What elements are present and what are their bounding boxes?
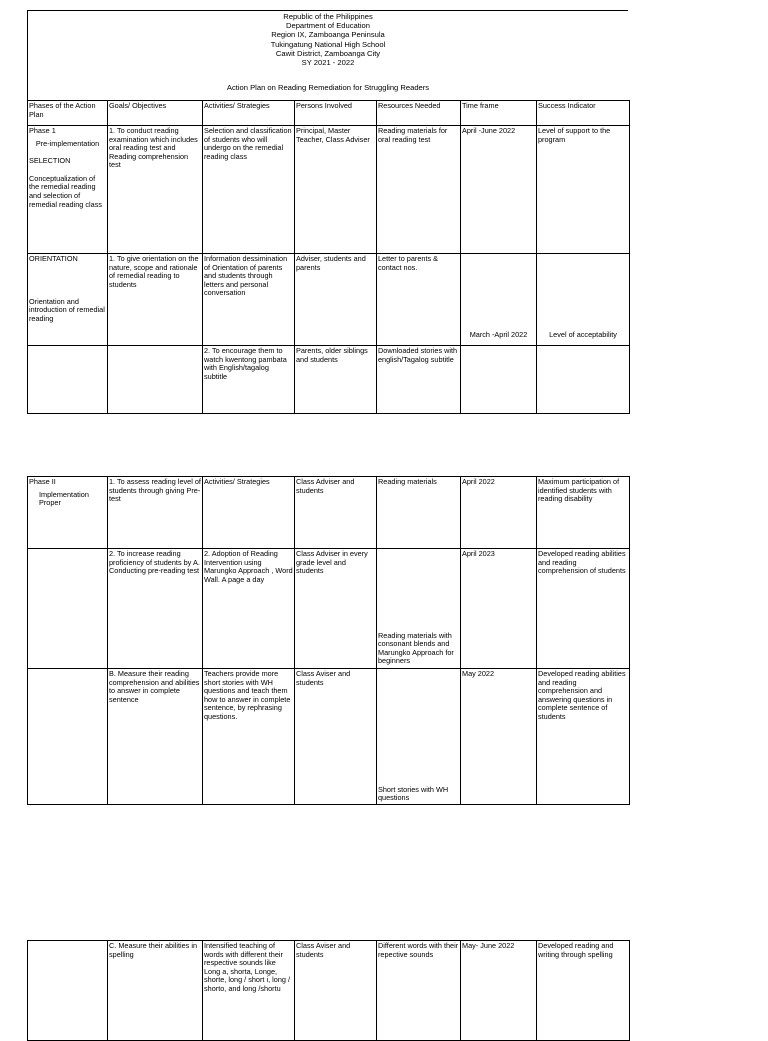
indicator-cell: Developed reading abilities and reading comprehension and answering questions in complete sentence of students xyxy=(537,669,630,805)
activity-cell: 2. Adoption of Reading Intervention using Marungko Approach , Word Wall. A page a day xyxy=(203,549,295,669)
indicator-cell: Developed reading abilities and reading comprehension of students xyxy=(537,549,630,669)
phase-cell xyxy=(28,126,108,254)
persons-cell: Class Adviser in every grade level and students xyxy=(295,549,377,669)
timeframe-cell: April -June 2022 xyxy=(461,126,537,254)
goal-cell: B. Measure their reading comprehension and abilities to answer in complete sentence xyxy=(108,669,203,805)
indicator-text: Level of acceptability xyxy=(549,330,617,340)
persons-cell: Class Adviser and students xyxy=(295,477,377,549)
phase-desc: Orientation and introduction of remedial reading xyxy=(29,296,105,323)
phase-cell xyxy=(28,669,108,805)
header-line-republic: Republic of the Philippines xyxy=(283,12,373,21)
indicator-cell xyxy=(537,346,630,414)
table-row xyxy=(28,669,630,805)
column-header: Activities/ Strategies xyxy=(203,101,295,126)
phase-label: SELECTION xyxy=(29,156,71,166)
timeframe-cell xyxy=(461,254,537,346)
column-header: Persons Involved xyxy=(295,101,377,126)
header-line-department: Department of Education xyxy=(285,21,370,31)
goal-cell: 1. To give orientation on the nature, scope and rationale of remedial reading to students xyxy=(108,254,203,346)
header-line-district: Cawit District, Zamboanga City xyxy=(275,48,381,58)
phase-sub: Implementation Proper xyxy=(39,489,89,508)
activity-cell: Selection and classification of students who will undergo on the remedial reading class xyxy=(203,126,295,254)
resources-cell: Reading materials for oral reading test xyxy=(377,126,461,254)
column-header: Resources Needed xyxy=(377,101,461,126)
action-plan-table-phase1 xyxy=(27,100,630,414)
goal-cell: 1. To conduct reading examination which includes oral reading test and Reading comprehension test xyxy=(108,126,203,254)
timeframe-text: March -April 2022 xyxy=(469,330,528,340)
resources-cell: Different words with their repective sounds xyxy=(377,941,461,1041)
column-header: Success Indicator xyxy=(537,101,630,126)
column-header: Phases of the Action Plan xyxy=(28,101,108,126)
resources-cell xyxy=(377,549,461,669)
document-header xyxy=(27,10,628,100)
phase-cell xyxy=(28,254,108,346)
activity-cell: Teachers provide more short stories with WH questions and teach them how to answer in complete sentence, by rephrasing questions. xyxy=(203,669,295,805)
indicator-cell: Level of support to the program xyxy=(537,126,630,254)
header-lines xyxy=(28,12,628,67)
timeframe-cell: April 2022 xyxy=(461,477,537,549)
table-row xyxy=(28,941,630,1041)
phase-title: Phase 1 xyxy=(29,126,56,135)
resources-cell: Downloaded stories with english/Tagalog subtitle xyxy=(377,346,461,414)
phase-label: ORIENTATION xyxy=(29,254,78,263)
indicator-cell: Maximum participation of identified students with reading disability xyxy=(537,477,630,549)
goal-cell xyxy=(108,346,203,414)
persons-cell: Class Aviser and students xyxy=(295,669,377,805)
activity-cell: Information dessimination of Orientation of parents and students through letters and personal conversation xyxy=(203,254,295,346)
table-row xyxy=(28,254,630,346)
plan-title: Action Plan on Reading Remediation for Struggling Readers xyxy=(226,83,430,92)
persons-cell: Parents, older siblings and students xyxy=(295,346,377,414)
persons-cell: Adviser, students and parents xyxy=(295,254,377,346)
persons-cell: Class Aviser and students xyxy=(295,941,377,1041)
phase-cell xyxy=(28,941,108,1041)
phase-sub: Pre-implementation xyxy=(35,138,100,148)
table-row xyxy=(28,549,630,669)
resources-cell xyxy=(377,669,461,805)
indicator-cell xyxy=(537,254,630,346)
header-line-school-year: SY 2021 - 2022 xyxy=(301,58,355,68)
activity-cell: Intensified teaching of words with different their respective sounds like Long a, shorta, Longe, shorte, long / short i, long / shorto, and long /shortu xyxy=(203,941,295,1041)
goal-cell: 1. To assess reading level of students through giving Pre-test xyxy=(108,477,203,549)
phase-title: Phase II xyxy=(29,477,56,486)
column-header: Time frame xyxy=(461,101,537,126)
goal-cell: C. Measure their abilities in spelling xyxy=(108,941,203,1041)
activity-cell: Activities/ Strategies xyxy=(203,477,295,549)
table-row xyxy=(28,477,630,549)
phase-desc: Conceptualization of the remedial reading and selection of remedial reading class xyxy=(29,173,103,209)
phase-cell xyxy=(28,477,108,549)
timeframe-cell xyxy=(461,346,537,414)
resources-cell: Letter to parents & contact nos. xyxy=(377,254,461,346)
goal-cell: 2. To increase reading proficiency of students by A. Conducting pre-reading test xyxy=(108,549,203,669)
timeframe-cell: May- June 2022 xyxy=(461,941,537,1041)
column-header: Goals/ Objectives xyxy=(108,101,203,126)
timeframe-cell: May 2022 xyxy=(461,669,537,805)
indicator-cell: Developed reading and writing through spelling xyxy=(537,941,630,1041)
table-header-row xyxy=(28,101,630,126)
action-plan-table-phase2 xyxy=(27,476,630,805)
phase-cell xyxy=(28,346,108,414)
table-row xyxy=(28,346,630,414)
activity-cell: 2. To encourage them to watch kwentong pambata with English/tagalog subtitle xyxy=(203,346,295,414)
table-row xyxy=(28,126,630,254)
resources-cell: Reading materials xyxy=(377,477,461,549)
action-plan-table-continued xyxy=(27,940,630,1041)
resources-text: Reading materials with consonant blends and Marungko Approach for beginners xyxy=(378,630,454,666)
header-line-school: Tukingatung National High School xyxy=(270,39,386,49)
timeframe-cell: April 2023 xyxy=(461,549,537,669)
resources-text: Short stories with WH questions xyxy=(378,784,449,803)
phase-cell xyxy=(28,549,108,669)
persons-cell: Principal, Master Teacher, Class Adviser xyxy=(295,126,377,254)
header-line-region: Region IX, Zamboanga Peninsula xyxy=(271,30,385,40)
